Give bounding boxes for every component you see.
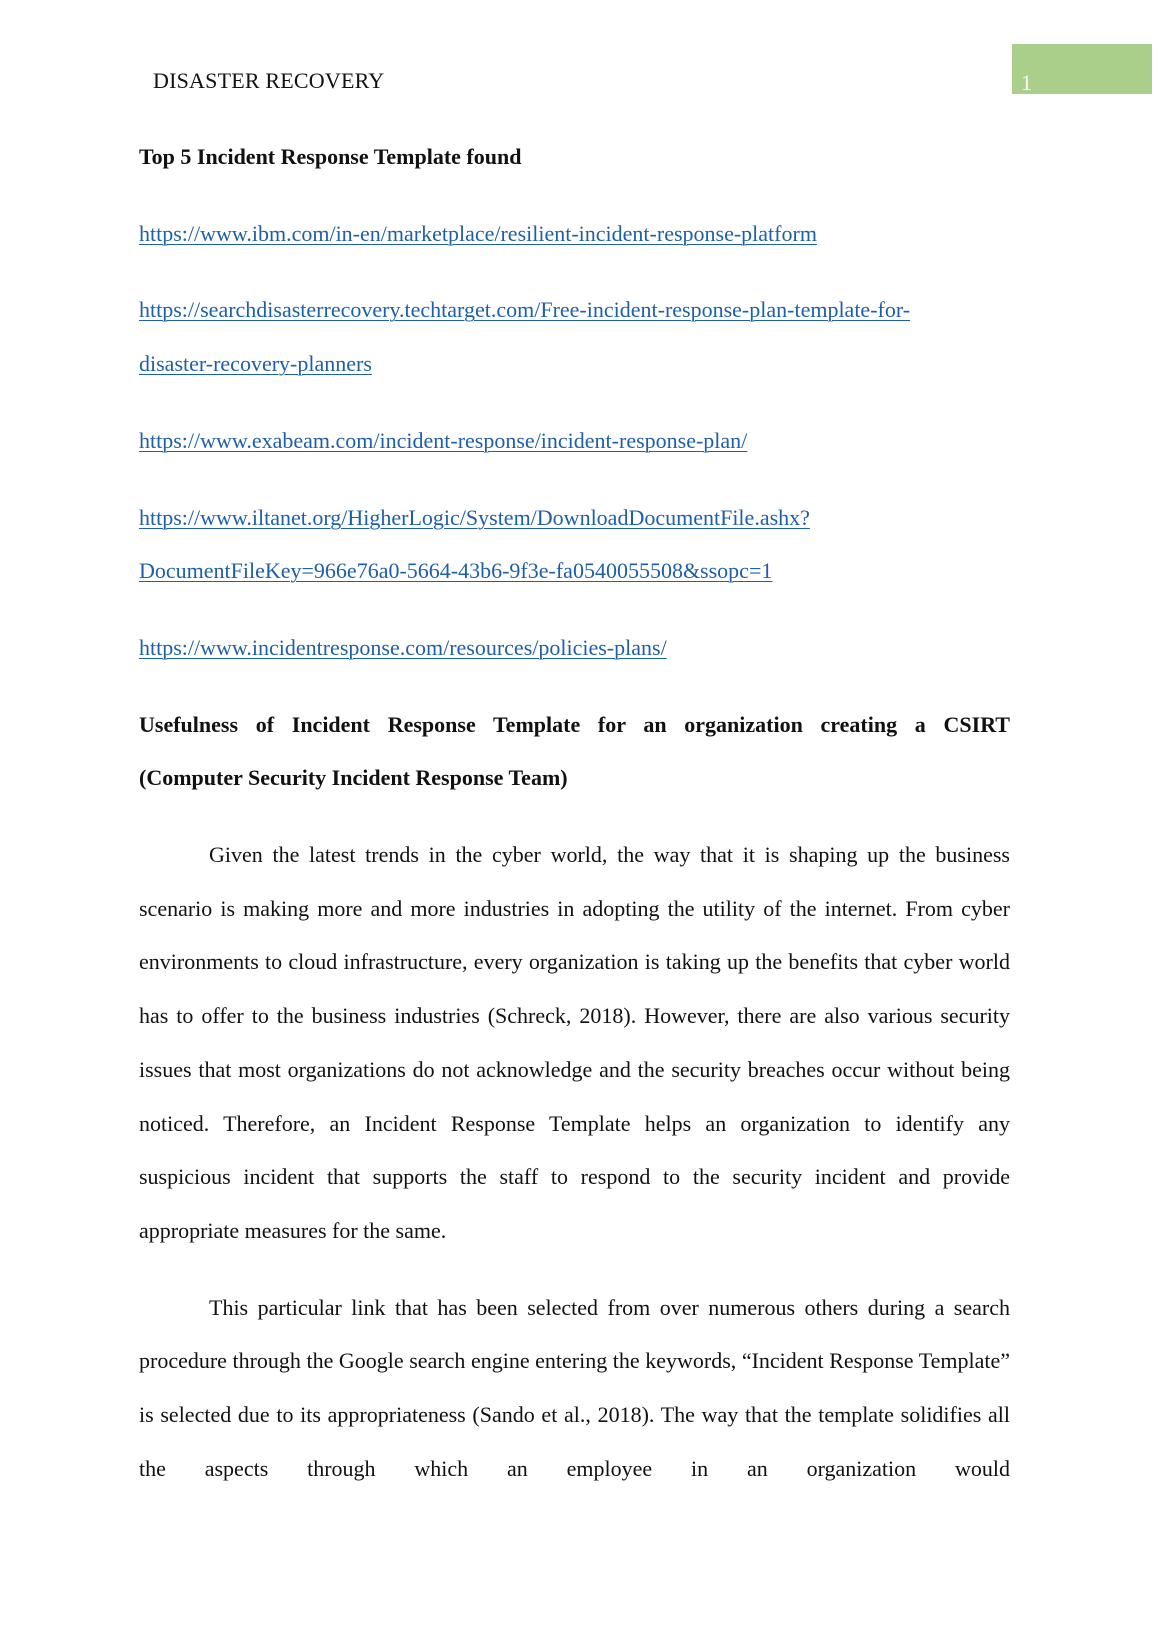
- reference-link-4[interactable]: [139, 491, 1010, 598]
- running-head: DISASTER RECOVERY: [153, 68, 385, 93]
- section-heading-usefulness: [139, 698, 1010, 805]
- link-line[interactable]: https://searchdisasterrecovery.techtarget.com/Free-incident-response-plan-template-for-: [139, 297, 911, 323]
- page-number: 1: [1021, 70, 1032, 95]
- reference-link-2[interactable]: [139, 283, 1010, 390]
- link-line[interactable]: DocumentFileKey=966e76a0-5664-43b6-9f3e-fa0540055508&ssopc=1: [139, 558, 773, 584]
- link-line[interactable]: https://www.exabeam.com/incident-response/incident-response-plan/: [139, 427, 748, 453]
- page-number-tab: [1012, 44, 1152, 94]
- body-paragraph-1: Given the latest trends in the cyber world, the way that it is shaping up the business scenario is making more and more industries in adopting the utility of the internet. From cyber environments to cloud infrastructure, every organization is taking up the benefits that cyber world has to offer to the business industries (Schreck, 2018). However, there are also various security issues that most organizations do not acknowledge and the security breaches occur without being noticed. Therefore, an Incident Response Template helps an organization to identify any suspicious incident that supports the staff to respond to the security incident and provide appropriate measures for the same.: [139, 842, 1010, 1243]
- heading-line: (Computer Security Incident Response Team): [139, 765, 568, 791]
- reference-link-1[interactable]: [139, 207, 1010, 261]
- link-line[interactable]: https://www.iltanet.org/HigherLogic/System/DownloadDocumentFile.ashx?: [139, 504, 810, 530]
- document-body: [139, 130, 1010, 1518]
- section-heading-templates: Top 5 Incident Response Template found: [139, 144, 522, 169]
- heading-line: Usefulness of Incident Response Template for an organization creating a CSIRT: [139, 711, 1010, 737]
- reference-link-5[interactable]: [139, 621, 1010, 675]
- reference-link-3[interactable]: [139, 414, 1010, 468]
- body-paragraph-2: This particular link that has been selected from over numerous others during a search procedure through the Google search engine entering the keywords, “Incident Response Template” is selected due to its appropriateness (Sando et al., 2018). The way that the template solidifies all the aspects through which an employee in an organization would: [139, 1294, 1010, 1481]
- link-line[interactable]: https://www.incidentresponse.com/resources/policies-plans/: [139, 634, 667, 660]
- link-line[interactable]: disaster-recovery-planners: [139, 351, 372, 377]
- link-line[interactable]: https://www.ibm.com/in-en/marketplace/resilient-incident-response-platform: [139, 220, 817, 246]
